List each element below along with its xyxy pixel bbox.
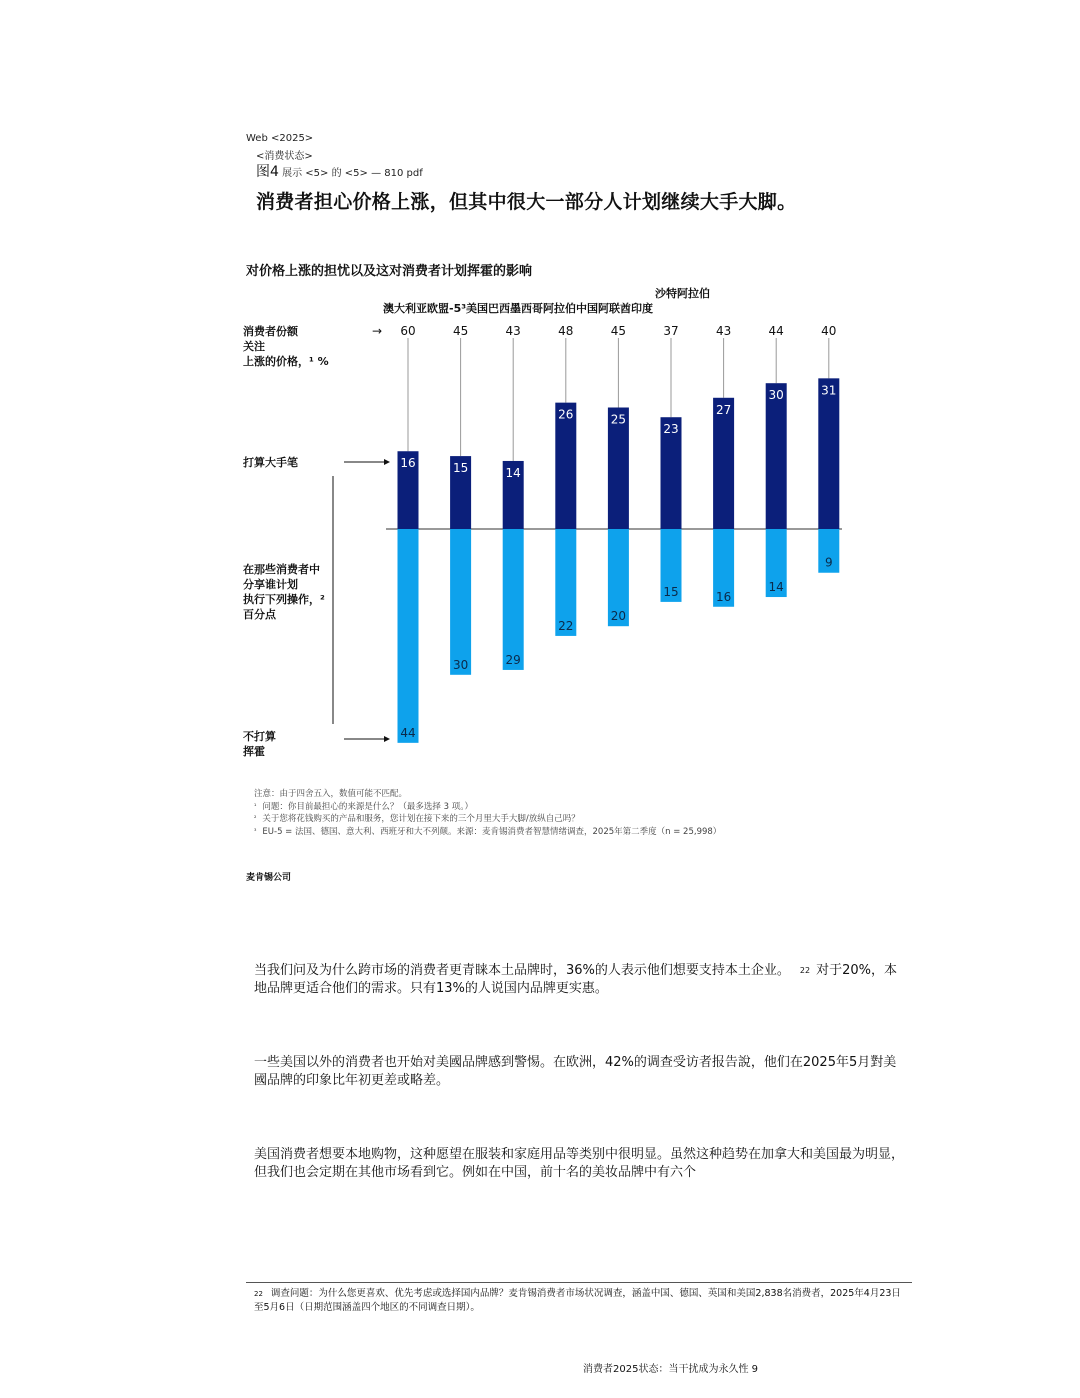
arrow-no-spend-head	[384, 736, 390, 742]
series-label-no-spend: 挥霍	[243, 745, 265, 758]
bar-no-spend-label: 22	[558, 618, 574, 633]
bar-spend-label: 15	[452, 461, 469, 476]
paragraph-3: 美国消费者想要本地购物，这种愿望在服装和家庭用品等类别中很明显。虽然这种趋势在加拿大和美国最为明显，但我们也会定期在其他市场看到它。例如在中国，前十名的美妆品牌中有六个	[254, 1147, 905, 1180]
middle-label: 分享谁计划	[243, 578, 298, 591]
bar-spend	[713, 398, 734, 529]
figure-label: 图4	[256, 164, 279, 180]
note-1-mark: ¹	[254, 802, 257, 810]
doc-header-state: <消费状态>	[256, 151, 313, 162]
bar-no-spend-label: 30	[452, 657, 469, 672]
footnote-mark: 22	[254, 1290, 263, 1298]
note-3: $^{^3}$ EU-5 = 法国、德国、意大利、西班牙和大不列颠。来源：麦肯锡消费者智慧情绪调查，2025年第二季度（n = 25,998）	[254, 826, 722, 837]
bar-no-spend-label: 9	[824, 555, 833, 570]
concern-value: 40	[821, 324, 837, 338]
bar-no-spend-label: 16	[715, 589, 732, 604]
middle-label: 执行下列操作，²	[243, 593, 325, 606]
concern-value: 43	[505, 324, 521, 338]
figure-desc: 展示 <5> 的 <5> — 810 pdf	[282, 168, 423, 179]
concern-value: 37	[663, 324, 679, 338]
concern-value: 45	[452, 324, 469, 338]
bar-no-spend-label: 20	[610, 609, 627, 624]
headline: 消费者担心价格上涨，但其中很大一部分人计划继续大手大脚。	[256, 191, 797, 213]
concern-arrow: →	[372, 324, 383, 338]
bar-spend-label: 16	[400, 456, 416, 471]
note-3-mark: ³	[254, 827, 257, 835]
middle-label: 百分点	[243, 608, 276, 621]
note-2-mark: ²	[254, 815, 257, 822]
concern-value: 60	[400, 324, 416, 338]
series-label-spend: 打算大手笔	[243, 456, 298, 469]
bar-no-spend-label: 15	[663, 584, 679, 599]
bar-no-spend	[450, 529, 471, 675]
footnote-divider	[246, 1282, 912, 1283]
bar-spend-label: 25	[610, 412, 627, 427]
bar-no-spend	[503, 529, 524, 670]
bar-no-spend-label: 29	[505, 652, 521, 667]
footnote-ref-22[interactable]: 22	[799, 966, 811, 975]
note-2: $^{^2}$ 关于您将花钱购买的产品和服务，您计划在接下来的三个月里大手大脚/放纵自己吗？	[254, 814, 580, 824]
bar-spend-label: 26	[558, 407, 574, 422]
footnote-22: $^{22}$ 调查问题：为什么您更喜欢、优先考虑或选择国内品牌？麦肯锡消费者市场状况调查，涵盖中国、德国、英国和美国2,838名消费者，2025年4月23日至5月6日（日期范围涵盖四个地区的不同调查日期）。	[254, 1288, 901, 1313]
bar-spend-label: 31	[821, 383, 837, 398]
concern-value: 48	[558, 324, 574, 338]
chart-title: 对价格上涨的担忧以及这对消费者计划挥霍的影响	[246, 264, 533, 279]
category-labels: 澳大利亚欧盟-5³美国巴西墨西哥阿拉伯中国阿联酋印度	[383, 302, 654, 315]
series-label-no-spend: 不打算	[243, 730, 276, 743]
concern-label: 消费者份额	[243, 325, 298, 338]
category-label-extra: 沙特阿拉伯	[655, 287, 710, 300]
doc-header-web: Web <2025>	[246, 133, 314, 144]
bar-spend-label: 23	[663, 422, 679, 437]
concern-label: 关注	[243, 340, 265, 353]
note-rounding: 注意：由于四舍五入，数值可能不匹配。	[254, 789, 408, 799]
arrow-spend-head	[384, 459, 390, 465]
paragraph-1: 当我们问及为什么跨市场的消费者更青睐本土品牌时，36%的人表示他们想要支持本土企业。 $^{22}$ 对于20%，本地品牌更适合他们的需求。只有13%的人说国内品牌更实惠。	[254, 963, 897, 996]
concern-value: 43	[715, 324, 732, 338]
note-1: $^{^1}$ 问题：你目前最担心的来源是什么？（最多选择 3 项。）	[254, 801, 473, 812]
bar-no-spend-label: 14	[768, 580, 784, 595]
bar-spend-label: 27	[715, 402, 732, 417]
company-name: 麦肯锡公司	[246, 873, 292, 883]
middle-label: 在那些消费者中	[243, 563, 320, 576]
bar-spend-label: 14	[505, 465, 521, 480]
bar-spend	[766, 383, 787, 529]
bar-spend-label: 30	[768, 388, 784, 403]
concern-value: 44	[768, 324, 784, 338]
concern-label: 上涨的价格，¹ %	[243, 355, 329, 368]
bar-no-spend	[398, 529, 419, 743]
page-footer: 消费者2025状态：当干扰成为永久性 9	[583, 1364, 758, 1375]
paragraph-2: 一些美国以外的消费者也开始对美國品牌感到警惕。在欧洲，42%的调查受访者报告說，他们在2025年5月對美國品牌的印象比年初更差或略差。	[254, 1055, 897, 1088]
bar-no-spend-label: 44	[400, 725, 416, 740]
concern-value: 45	[610, 324, 627, 338]
bar-spend	[818, 378, 839, 529]
chart-notes	[254, 788, 721, 838]
